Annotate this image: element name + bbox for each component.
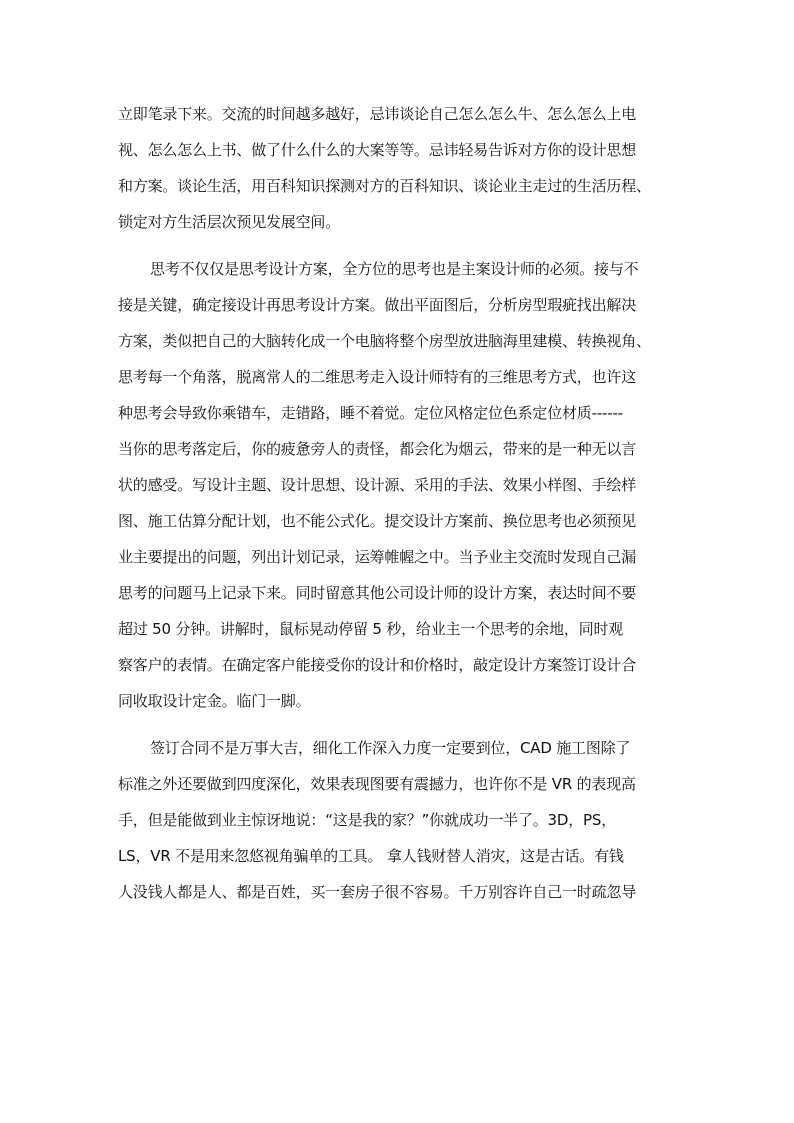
text-line: LS，VR 不是用来忽悠视角骗单的工具。 拿人钱财替人消灾，这是古话。有钱 (118, 847, 624, 865)
text-line: 状的感受。写设计主题、设计思想、设计源、采用的手法、效果小样图、手绘样 (118, 476, 637, 494)
text-line: 和方案。谈论生活，用百科知识探测对方的百科知识、谈论业主走过的生活历程、 (118, 177, 651, 195)
text-line: 当你的思考落定后，你的疲惫旁人的责怪，都会化为烟云，带来的是一种无以言 (118, 440, 637, 458)
text-line: 思考不仅仅是思考设计方案，全方位的思考也是主案设计师的必须。接与不 (150, 260, 639, 278)
text-line: 察客户的表情。在确定客户能接受你的设计和价格时，敲定设计方案签订设计合 (118, 656, 637, 674)
text-line: 同收取设计定金。临门一脚。 (118, 692, 311, 710)
text-line: 手，但是能做到业主惊讶地说：“这是我的家？”你就成功一半了。3D，PS， (118, 811, 617, 829)
text-line: 图、施工估算分配计划，也不能公式化。提交设计方案前、换位思考也必须预见 (118, 512, 637, 530)
document-body (118, 96, 680, 910)
text-line: 思考每一个角落，脱离常人的二维思考走入设计师特有的三维思考方式，也许这 (118, 368, 637, 386)
text-line: 视、怎么怎么上书、做了什么什么的大案等等。忌讳轻易告诉对方你的设计思想 (118, 141, 637, 159)
text-line: 立即笔录下来。交流的时间越多越好，忌讳谈论自己怎么怎么牛、怎么怎么上电 (118, 105, 637, 123)
text-line: 标准之外还要做到四度深化，效果表现图要有震撼力，也许你不是 VR 的表现高 (118, 775, 636, 793)
paragraph-2 (118, 251, 680, 719)
text-line: 接是关键，确定接设计再思考设计方案。做出平面图后，分析房型瑕疵找出解决 (118, 296, 637, 314)
text-line: 方案，类似把自己的大脑转化成一个电脑将整个房型放进脑海里建模、转换视角、 (118, 332, 651, 350)
paragraph-spacing (118, 240, 680, 251)
text-line: 锁定对方生活层次预见发展空间。 (118, 213, 341, 231)
text-line: 业主要提出的问题，列出计划记录，运筹帷幄之中。当予业主交流时发现自己漏 (118, 548, 637, 566)
paragraph-spacing (118, 719, 680, 730)
text-line: 签订合同不是万事大吉，细化工作深入力度一定要到位，CAD 施工图除了 (150, 739, 631, 757)
text-line: 种思考会导致你乘错车，走错路，睡不着觉。定位风格定位色系定位材质------ (118, 404, 623, 422)
text-line: 人没钱人都是人、都是百姓，买一套房子很不容易。千万别容许自己一时疏忽导 (118, 883, 637, 901)
paragraph-3 (118, 730, 680, 910)
text-line: 超过 50 分钟。讲解时，鼠标晃动停留 5 秒，给业主一个思考的余地，同时观 (118, 620, 624, 638)
text-line: 思考的问题马上记录下来。同时留意其他公司设计师的设计方案，表达时间不要 (118, 584, 637, 602)
paragraph-1 (118, 96, 680, 240)
